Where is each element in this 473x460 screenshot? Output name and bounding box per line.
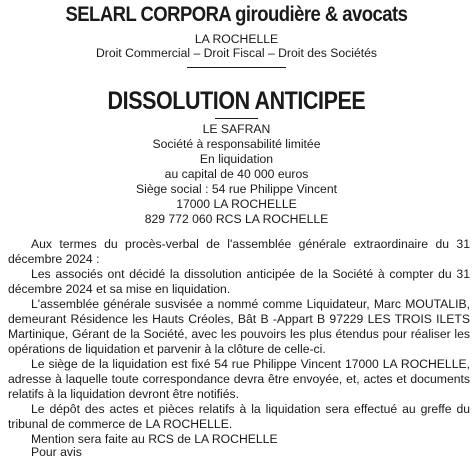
company-rcs: 829 772 060 RCS LA ROCHELLE: [144, 212, 329, 226]
company-status: En liquidation: [199, 152, 274, 166]
notice-title: DISSOLUTION ANTICIPEE: [107, 87, 366, 115]
company-postcode-city: 17000 LA ROCHELLE: [176, 197, 297, 211]
paragraph-minutes: Aux termes du procès-verbal de l'assemblée générale extraordinaire du 31 décembre 2024 :: [8, 237, 470, 266]
paragraph-pour-avis: Pour avis: [31, 445, 82, 459]
company-legal-form: Société à responsabilité limitée: [152, 137, 321, 151]
company-capital: au capital de 40 000 euros: [164, 167, 309, 181]
company-name: LE SAFRAN: [202, 122, 271, 136]
company-registered-office: Siège social : 54 rue Philippe Vincent: [136, 182, 337, 196]
firm-name: SELARL CORPORA giroudière & avocats: [65, 3, 408, 26]
title-divider: [215, 118, 258, 119]
firm-city: LA ROCHELLE: [194, 32, 279, 46]
paragraph-liquidation-seat: Le siège de la liquidation est fixé 54 rue Philippe Vincent 17000 LA ROCHELLE, adresse à laquelle toute correspondance devra être envoyée, et, actes et documents relatifs à la liquidation devront être notifiés.: [8, 357, 470, 401]
paragraph-rcs-mention: Mention sera faite au RCS de LA ROCHELLE: [31, 432, 278, 446]
paragraph-filing: Le dépôt des actes et pièces relatifs à la liquidation sera effectué au greffe du tribunal de commerce de LA ROCHELLE.: [8, 402, 470, 431]
paragraph-liquidator: L'assemblée générale susvisée a nommé comme Liquidateur, Marc MOUTALIB, demeurant Résidence les Hauts Créoles, Bât B -Appart B 97229 LES TROIS ILETS Martinique, Gérant de la Société, avec les pouvoirs les plus étendus pour réaliser les opérations de liquidation et parvenir à la clôture de celle-ci.: [8, 297, 470, 356]
firm-specialties: Droit Commercial – Droit Fiscal – Droit des Sociétés: [95, 46, 378, 60]
header-divider: [187, 67, 286, 68]
paragraph-dissolution: Les associés ont décidé la dissolution anticipée de la Société à compter du 31 décembre 2024 et sa mise en liquidation.: [8, 267, 470, 296]
